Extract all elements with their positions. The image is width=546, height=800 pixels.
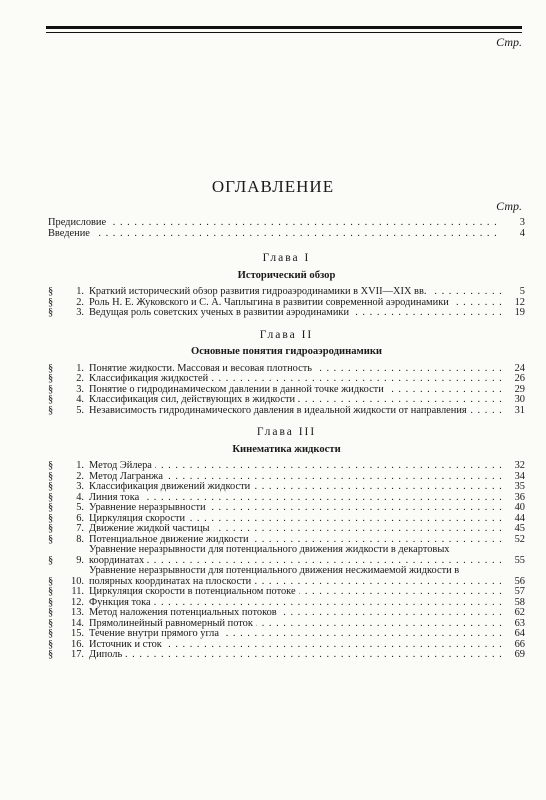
toc-entry-text: Циркуляция скорости в потенциальном потоке (89, 587, 299, 597)
page-column-label: Стр. (496, 199, 522, 213)
toc-entry-text: Классификация жидкостей (89, 374, 211, 384)
chapter-1-title: Исторический обзор (237, 269, 336, 281)
toc-entry-text: Уравнение неразрывности для потенциального движения несжимаемой жидкости в полярных координатах на плоскости (89, 566, 460, 587)
toc-entry-page: 5 (519, 286, 525, 297)
toc-entry-page: 32 (514, 460, 525, 471)
section-sign: § (48, 638, 54, 650)
toc-entry-text: Потенциальное движение жидкости (89, 535, 252, 545)
section-number: 10. (71, 575, 84, 587)
section-sign: § (48, 502, 54, 513)
toc-entry-page: 12 (514, 296, 525, 308)
section-sign: § (48, 586, 54, 597)
toc-entry[interactable] (48, 385, 525, 396)
section-number: 5. (76, 404, 84, 416)
header-page-label: Стр. (496, 35, 522, 49)
toc-entry[interactable] (48, 629, 525, 640)
section-number: 2. (76, 373, 84, 384)
section-sign: § (48, 575, 54, 587)
toc-entry[interactable] (48, 406, 525, 417)
section-number: 5. (76, 502, 84, 513)
toc-entry-page: 63 (514, 617, 525, 629)
section-sign: § (48, 383, 54, 395)
toc-entry-page: 40 (514, 502, 525, 513)
toc-entry[interactable] (48, 535, 525, 546)
toc-entry[interactable] (48, 640, 525, 651)
chapter-3-label: Глава III (256, 426, 317, 438)
section-sign: § (48, 460, 54, 471)
toc-entry-text: Краткий исторический обзор развития гидроаэродинамики в XVII—XIX вв. (89, 287, 429, 297)
chapter-2-label: Глава II (259, 328, 314, 341)
section-number: 1. (76, 362, 84, 374)
section-sign: § (48, 554, 54, 566)
toc-entry[interactable] (48, 608, 525, 619)
toc-entry-text: Уравнение неразрывности (89, 503, 209, 513)
toc-entry-text: Циркуляция скорости (89, 514, 188, 524)
section-number: 1. (76, 286, 84, 297)
section-sign: § (48, 533, 54, 545)
chapter-1-label: Глава I (262, 252, 311, 264)
toc-entry-text: Классификация сил, действующих в жидкости (89, 395, 298, 405)
toc-entry[interactable] (48, 514, 525, 525)
section-sign: § (48, 394, 54, 405)
section-sign: § (48, 286, 54, 297)
toc-entry-introduction[interactable] (48, 229, 525, 240)
chapter-2-entries (48, 364, 525, 417)
toc-entry-text: Метод наложения потенциальных потоков (89, 608, 280, 618)
toc-entry[interactable] (48, 650, 525, 661)
section-number: 16. (71, 638, 84, 650)
toc-entry-page: 55 (514, 554, 525, 566)
toc-entry-page: 64 (514, 628, 525, 639)
section-sign: § (48, 512, 54, 524)
section-sign: § (48, 296, 54, 308)
toc-entry[interactable] (48, 395, 525, 406)
toc-entry-text: Роль Н. Е. Жуковского и С. А. Чаплыгина в развитии современной аэродинамики (89, 298, 452, 308)
top-rule-thick (46, 26, 522, 29)
toc-entry[interactable] (48, 482, 525, 493)
chapter-1-entries (48, 287, 525, 319)
toc-entry-page: 69 (514, 649, 525, 660)
toc-entry-page: 66 (514, 638, 525, 650)
toc-entry[interactable] (48, 524, 525, 535)
toc-entry-text: Независимость гидродинамического давления в идеальной жидкости от направления (89, 406, 470, 416)
toc-entry[interactable] (48, 493, 525, 504)
toc-entry-text: Классификация движений жидкости (89, 482, 253, 492)
section-number: 15. (71, 628, 84, 639)
section-sign: § (48, 649, 54, 660)
toc-entry-page: 62 (514, 607, 525, 618)
toc-entry-text: Прямолинейный равномерный поток (89, 619, 256, 629)
section-sign: § (48, 373, 54, 384)
toc-entry[interactable] (48, 503, 525, 514)
section-number: 3. (76, 307, 84, 318)
section-number: 2. (76, 296, 84, 308)
toc-entry-page: 58 (514, 596, 525, 608)
section-number: 6. (76, 512, 84, 524)
section-number: 12. (71, 596, 84, 608)
toc-entry-text: Течение внутри прямого угла (89, 629, 222, 639)
toc-entry[interactable] (48, 287, 525, 298)
table-of-contents (48, 210, 525, 661)
section-number: 17. (71, 649, 84, 660)
toc-entry[interactable] (48, 545, 525, 566)
toc-entry-page: 29 (514, 383, 525, 395)
toc-entry-page: 34 (514, 470, 525, 482)
section-number: 9. (76, 554, 84, 566)
section-sign: § (48, 362, 54, 374)
toc-entry-page: 30 (514, 394, 525, 405)
section-number: 7. (76, 523, 84, 534)
toc-entry-text: Источник и сток (89, 640, 165, 650)
toc-entry-page: 26 (514, 373, 525, 384)
section-sign: § (48, 628, 54, 639)
section-number: 4. (76, 394, 84, 405)
chapter-3-entries (48, 461, 525, 661)
section-sign: § (48, 617, 54, 629)
toc-entry[interactable] (48, 364, 525, 375)
toc-entry[interactable] (48, 461, 525, 472)
section-number: 13. (71, 607, 84, 618)
chapter-3-title: Кинематика жидкости (232, 443, 341, 455)
toc-entry[interactable] (48, 472, 525, 483)
toc-entry[interactable] (48, 298, 525, 309)
toc-entry[interactable] (48, 566, 525, 587)
toc-entry-text: Функция тока (89, 598, 154, 608)
toc-entry-page: 3 (519, 217, 525, 228)
toc-entry-text: Уравнение неразрывности для потенциального движения жидкости в декартовых координатах (89, 545, 450, 566)
toc-entry-page: 56 (514, 575, 525, 587)
toc-entry-preface[interactable] (48, 218, 525, 229)
toc-entry-text: Введение (48, 229, 93, 239)
section-sign: § (48, 404, 54, 416)
toc-entry-page: 35 (514, 481, 525, 492)
section-sign: § (48, 307, 54, 318)
section-sign: § (48, 470, 54, 482)
section-sign: § (48, 607, 54, 618)
toc-entry-page: 24 (514, 362, 525, 374)
toc-entry-page: 45 (514, 523, 525, 534)
toc-entry-text: Понятие о гидродинамическом давлении в данной точке жидкости (89, 385, 387, 395)
section-number: 4. (76, 491, 84, 503)
section-number: 2. (76, 470, 84, 482)
toc-entry-text: Линия тока (89, 493, 142, 503)
top-rule-thin (46, 32, 522, 33)
section-sign: § (48, 596, 54, 608)
section-number: 14. (71, 617, 84, 629)
section-number: 11. (71, 586, 84, 597)
toc-entry[interactable] (48, 598, 525, 609)
toc-entry-page: 36 (514, 491, 525, 503)
section-number: 1. (76, 460, 84, 471)
toc-entry-page: 52 (514, 533, 525, 545)
chapter-2-title: Основные понятия гидроаэродинамики (190, 346, 383, 357)
toc-entry-text: Движение жидкой частицы (89, 524, 213, 534)
toc-entry-page: 19 (514, 307, 525, 318)
toc-entry-text: Понятие жидкости. Массовая и весовая плотность (89, 364, 315, 374)
toc-entry-text: Предисловие (48, 218, 109, 228)
toc-entry[interactable] (48, 374, 525, 385)
section-sign: § (48, 523, 54, 534)
toc-entry-page: 57 (514, 586, 525, 597)
section-sign: § (48, 491, 54, 503)
toc-entry-text: Метод Лагранжа (89, 472, 166, 482)
section-number: 3. (76, 481, 84, 492)
toc-entry-page: 44 (514, 512, 525, 524)
toc-entry-page: 4 (519, 227, 525, 239)
toc-entry[interactable] (48, 619, 525, 630)
toc-entry-text: Ведущая роль советских ученых в развитии аэродинамики (89, 308, 352, 318)
section-number: 3. (76, 383, 84, 395)
toc-entry-text: Диполь (89, 650, 125, 660)
section-sign: § (48, 481, 54, 492)
toc-entry[interactable] (48, 587, 525, 598)
toc-entry-text: Метод Эйлера (89, 461, 155, 471)
page-title: ОГЛАВЛЕНИЕ (211, 177, 335, 196)
toc-entry[interactable] (48, 308, 525, 319)
toc-entry-page: 31 (514, 404, 525, 416)
section-number: 8. (76, 533, 84, 545)
